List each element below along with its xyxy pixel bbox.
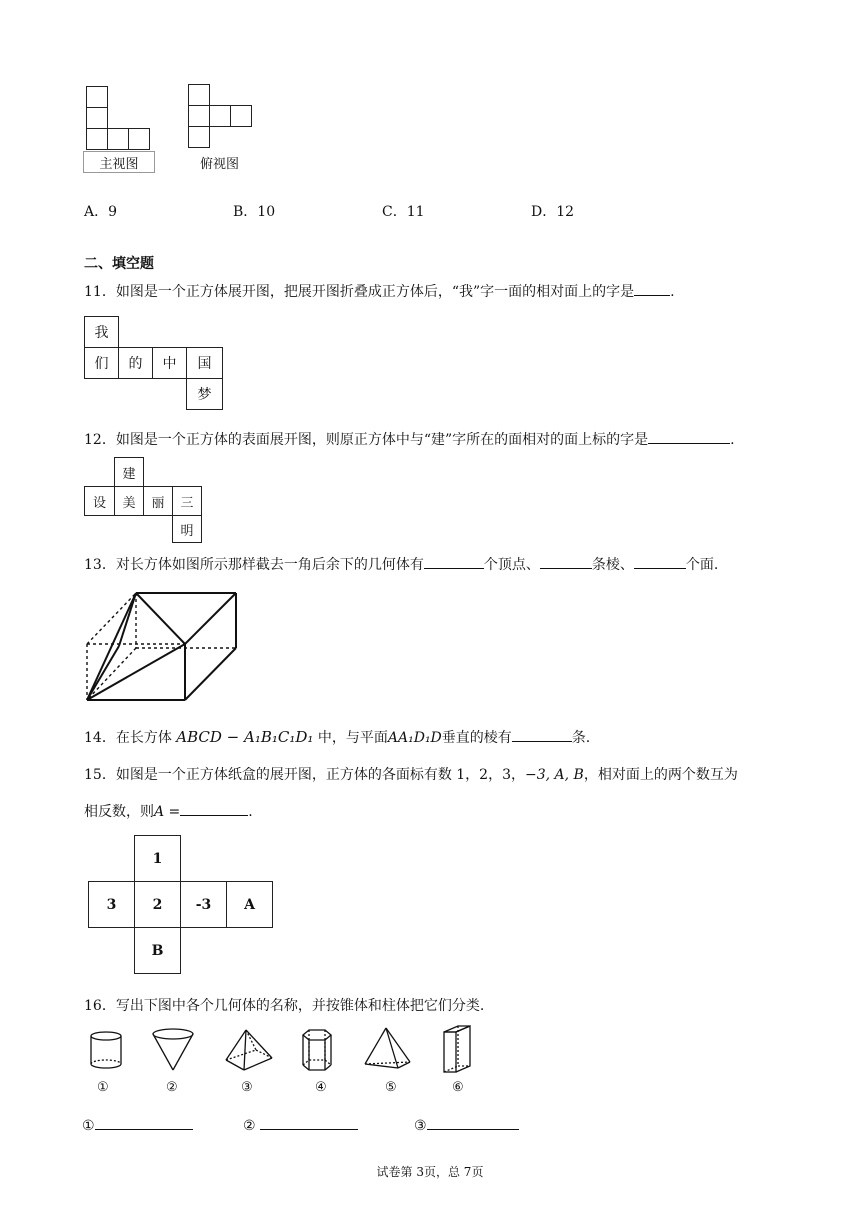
- q11-face: 中: [152, 347, 187, 379]
- q16-solids-figure: [80, 1024, 500, 1076]
- q11-face: 们: [84, 347, 119, 379]
- question-15-line1: [84, 765, 738, 785]
- q13-text-1: 13．对长方体如图所示那样截去一角后余下的几何体有: [84, 557, 424, 573]
- section-title: 二、填空题: [84, 256, 154, 272]
- figure-label-4: ④: [315, 1080, 327, 1095]
- q13-truncated-cuboid-figure: [80, 588, 245, 706]
- q12-face: 建: [114, 457, 144, 487]
- triangular-pyramid-figure: [365, 1028, 410, 1068]
- q13-blank-vertices: [424, 554, 484, 569]
- cylinder-figure: [91, 1032, 121, 1068]
- q14-text-2: 中，与平面: [317, 730, 388, 746]
- q13-text-2: 个顶点、: [483, 557, 540, 573]
- q15-face: A: [226, 881, 273, 928]
- q12-face: 丽: [143, 486, 173, 516]
- question-16: 16．写出下图中各个几何体的名称，并按锥体和柱体把它们分类.: [84, 998, 485, 1014]
- question-13: [84, 554, 718, 575]
- q12-face: 美: [114, 486, 144, 516]
- option-d: D．12: [531, 204, 575, 220]
- figure-label-6: ⑥: [452, 1080, 464, 1095]
- q13-text-4: 个面.: [685, 557, 719, 573]
- q15-face: 1: [134, 835, 181, 882]
- question-14: [84, 727, 590, 748]
- q15-math-values: −3, A, B: [525, 767, 584, 783]
- page-footer: 试卷第 3页，总 7页: [376, 1165, 484, 1179]
- q11-face: 我: [84, 316, 119, 348]
- answer-label-1: ①: [82, 1118, 95, 1134]
- answer-label-3: ③: [414, 1118, 427, 1134]
- q12-end: .: [730, 432, 735, 448]
- figure-label-5: ⑤: [385, 1080, 397, 1095]
- q13-blank-faces: [634, 554, 686, 569]
- q15-face: 3: [88, 881, 135, 928]
- q11-face: 梦: [186, 378, 223, 410]
- q12-face: 三: [172, 486, 202, 516]
- q13-text-3: 条棱、: [591, 557, 634, 573]
- top-view-label: 俯视图: [200, 157, 240, 172]
- option-a: A．9: [84, 204, 118, 220]
- q14-math-cuboid: ABCD − A₁B₁C₁D₁: [176, 728, 314, 746]
- front-view-label: 主视图: [83, 151, 155, 173]
- figure-label-1: ①: [97, 1080, 109, 1095]
- q15-text-4: .: [248, 804, 253, 820]
- q11-blank: [634, 281, 670, 296]
- q12-face: 明: [172, 515, 202, 543]
- q11-end: .: [670, 284, 675, 300]
- q15-blank: [180, 801, 248, 816]
- question-12: [84, 429, 735, 450]
- square-pyramid-figure: [226, 1030, 272, 1070]
- q16-answer-1: [82, 1115, 193, 1136]
- q15-text-3: 相反数，则: [84, 804, 154, 820]
- q15-text-1: 15．如图是一个正方体纸盒的展开图，正方体的各面标有数 1，2，3，: [84, 767, 525, 783]
- answer-blank-1[interactable]: [95, 1115, 193, 1130]
- cone-figure: [153, 1029, 193, 1070]
- q11-face: 的: [118, 347, 153, 379]
- hexagonal-prism-figure: [303, 1030, 331, 1070]
- option-b: B．10: [233, 204, 276, 220]
- q14-text-3: 垂直的棱有: [441, 730, 512, 746]
- q15-face: 2: [134, 881, 181, 928]
- answer-blank-3[interactable]: [427, 1115, 519, 1130]
- q14-math-plane: AA₁D₁D: [387, 730, 442, 746]
- rectangular-prism-figure: [444, 1026, 470, 1072]
- question-15-line2: [84, 801, 253, 822]
- q11-text: 11．如图是一个正方体展开图，把展开图折叠成正方体后，“我”字一面的相对面上的字是: [84, 284, 635, 300]
- q14-blank: [512, 727, 572, 742]
- figure-label-3: ③: [241, 1080, 253, 1095]
- q15-text-2: ，相对面上的两个数互为: [583, 767, 738, 783]
- q16-answer-3: [414, 1115, 519, 1136]
- q11-face: 国: [186, 347, 223, 379]
- option-c: C．11: [382, 204, 425, 220]
- q12-blank: [648, 429, 730, 444]
- answer-blank-2[interactable]: [260, 1115, 358, 1130]
- q12-face: 设: [84, 486, 115, 516]
- question-11: [84, 281, 675, 302]
- q15-face: B: [134, 927, 181, 974]
- figure-label-2: ②: [166, 1080, 178, 1095]
- q12-text: 12．如图是一个正方体的表面展开图，则原正方体中与“建”字所在的面相对的面上标的字是: [84, 432, 649, 448]
- q15-math-a: A =: [154, 804, 181, 820]
- q13-blank-edges: [540, 554, 592, 569]
- q15-face: -3: [180, 881, 227, 928]
- q14-text-1: 14．在长方体: [84, 730, 172, 746]
- answer-label-2: ②: [243, 1118, 256, 1134]
- q16-answer-2: [243, 1115, 358, 1136]
- q14-text-4: 条.: [571, 730, 591, 746]
